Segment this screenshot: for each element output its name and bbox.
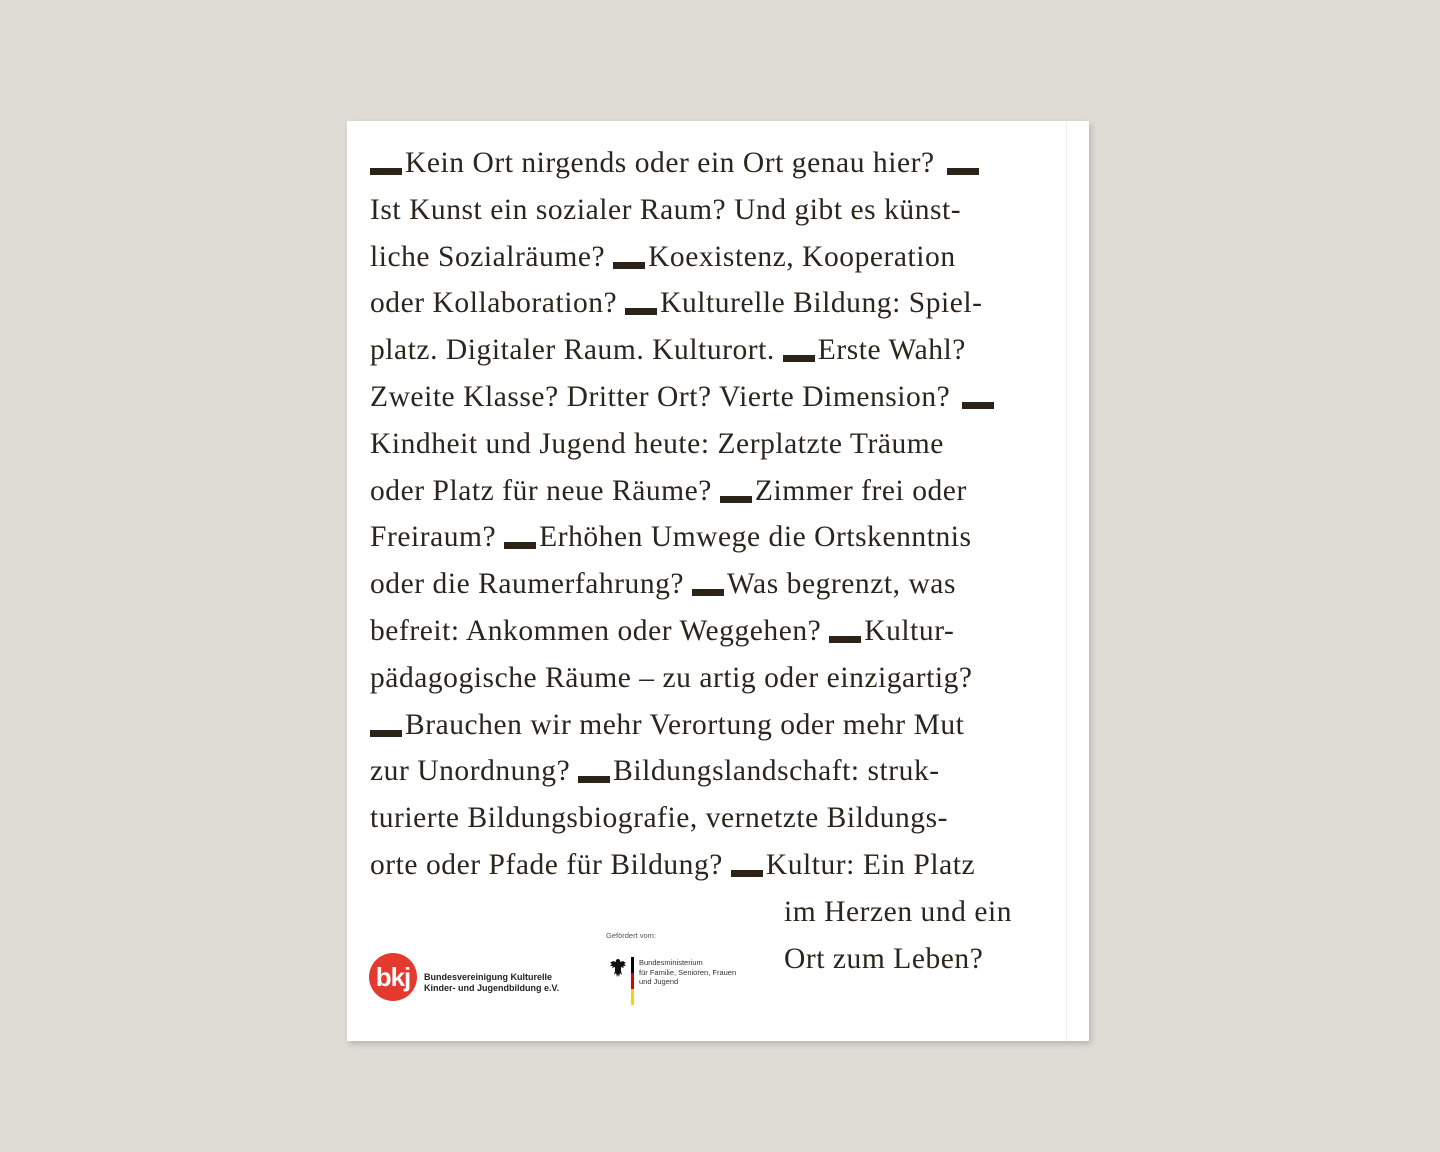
cover-text-segment: Kulturelle Bildung: Spiel- (660, 287, 983, 320)
cover-text-line (370, 332, 966, 368)
cover-text-segment: im Herzen und ein (784, 895, 1013, 928)
cover-text-line (370, 519, 972, 555)
bkj-logo-mark: bkj (369, 953, 417, 1001)
cover-text-line (370, 753, 940, 789)
cover-text-line (370, 473, 967, 509)
cover-text-segment: oder Kollaboration? (370, 287, 618, 320)
em-dash-mark (731, 870, 763, 877)
cover-text-segment: Kein Ort nirgends oder ein Ort genau hier? (405, 147, 935, 179)
cover-text-line (784, 941, 983, 977)
ministry-name (639, 958, 749, 987)
ministry-logo (609, 957, 749, 1005)
em-dash-mark (370, 168, 402, 175)
cover-text-segment: Zweite Klasse? Dritter Ort? Vierte Dimension? (370, 381, 951, 413)
cover-text-line (370, 847, 975, 883)
cover-text-segment: Freiraum? (370, 521, 497, 554)
cover-text-segment: Kultur: Ein Platz (765, 849, 976, 881)
cover-text-segment: Bildungslandschaft: struk- (613, 755, 940, 788)
cover-text-segment: Zimmer frei oder (754, 474, 967, 507)
cover-text-line (370, 192, 961, 228)
cover-text-line (370, 660, 973, 696)
book-back-cover (347, 121, 1089, 1041)
cover-text-line (370, 800, 948, 836)
cover-text-segment: platz. Digitaler Raum. Kulturort. (370, 334, 775, 367)
em-dash-mark (613, 262, 645, 269)
em-dash-mark (783, 355, 815, 362)
publisher-logo (369, 953, 559, 1001)
cover-text-segment: Erhöhen Umwege die Ortskenntnis (539, 521, 972, 554)
ministry-line1: Bundesministerium (639, 958, 703, 967)
em-dash-mark (829, 636, 861, 643)
cover-text-segment: Was begrenzt, was (727, 568, 956, 601)
em-dash-mark (578, 776, 610, 783)
em-dash-mark (947, 168, 979, 175)
cover-text-line (370, 566, 956, 602)
em-dash-mark (962, 402, 994, 409)
cover-text-segment: Brauchen wir mehr Verortung oder mehr Mut (405, 708, 965, 741)
cover-text-segment: liche Sozialräume? (370, 240, 606, 273)
ministry-line2: für Familie, Senioren, Frauen (639, 967, 737, 977)
cover-text-line (370, 707, 964, 743)
cover-text-line (784, 894, 1012, 930)
cover-text-segment: Ort zum Leben? (784, 942, 984, 975)
cover-text-segment: befreit: Ankommen oder Weggehen? (370, 615, 822, 647)
cover-text-line (370, 613, 954, 649)
federal-eagle-icon (609, 957, 627, 979)
em-dash-mark (504, 542, 536, 549)
cover-text-segment: oder Platz für neue Räume? (370, 474, 712, 507)
cover-text-segment: Erste Wahl? (817, 334, 966, 367)
cover-text-segment: zur Unordnung? (370, 755, 571, 788)
cover-text-segment: orte oder Pfade für Bildung? (370, 849, 723, 881)
cover-text-segment: turierte Bildungsbiografie, vernetzte Bildungs- (370, 802, 949, 835)
cover-text-segment: Kindheit und Jugend heute: Zerplatzte Träume (370, 427, 944, 460)
cover-text-segment: oder die Raumerfahrung? (370, 568, 685, 601)
cover-text-line (370, 379, 997, 415)
spine-edge (1066, 121, 1067, 1041)
publisher-name-line2: Kinder- und Jugendbildung e.V. (424, 983, 560, 993)
cover-text-line (370, 426, 944, 462)
funding-label: Gefördert vom: (606, 931, 657, 940)
ministry-line3: und Jugend (639, 977, 679, 986)
em-dash-mark (720, 496, 752, 503)
cover-text-segment: pädagogische Räume – zu artig oder einzigartig? (370, 661, 973, 694)
em-dash-mark (625, 308, 657, 315)
cover-text-line (370, 145, 982, 181)
em-dash-mark (692, 589, 724, 596)
cover-text-line (370, 285, 983, 321)
german-flag-bar (631, 957, 634, 1005)
publisher-name (424, 972, 559, 994)
em-dash-mark (370, 730, 402, 737)
publisher-name-line1: Bundesvereinigung Kulturelle (424, 972, 553, 982)
cover-text-segment: Ist Kunst ein sozialer Raum? Und gibt es künst- (370, 193, 962, 226)
cover-text-segment: Koexistenz, Kooperation (648, 240, 956, 273)
cover-text-segment: Kultur- (864, 615, 955, 647)
cover-text-line (370, 239, 956, 275)
